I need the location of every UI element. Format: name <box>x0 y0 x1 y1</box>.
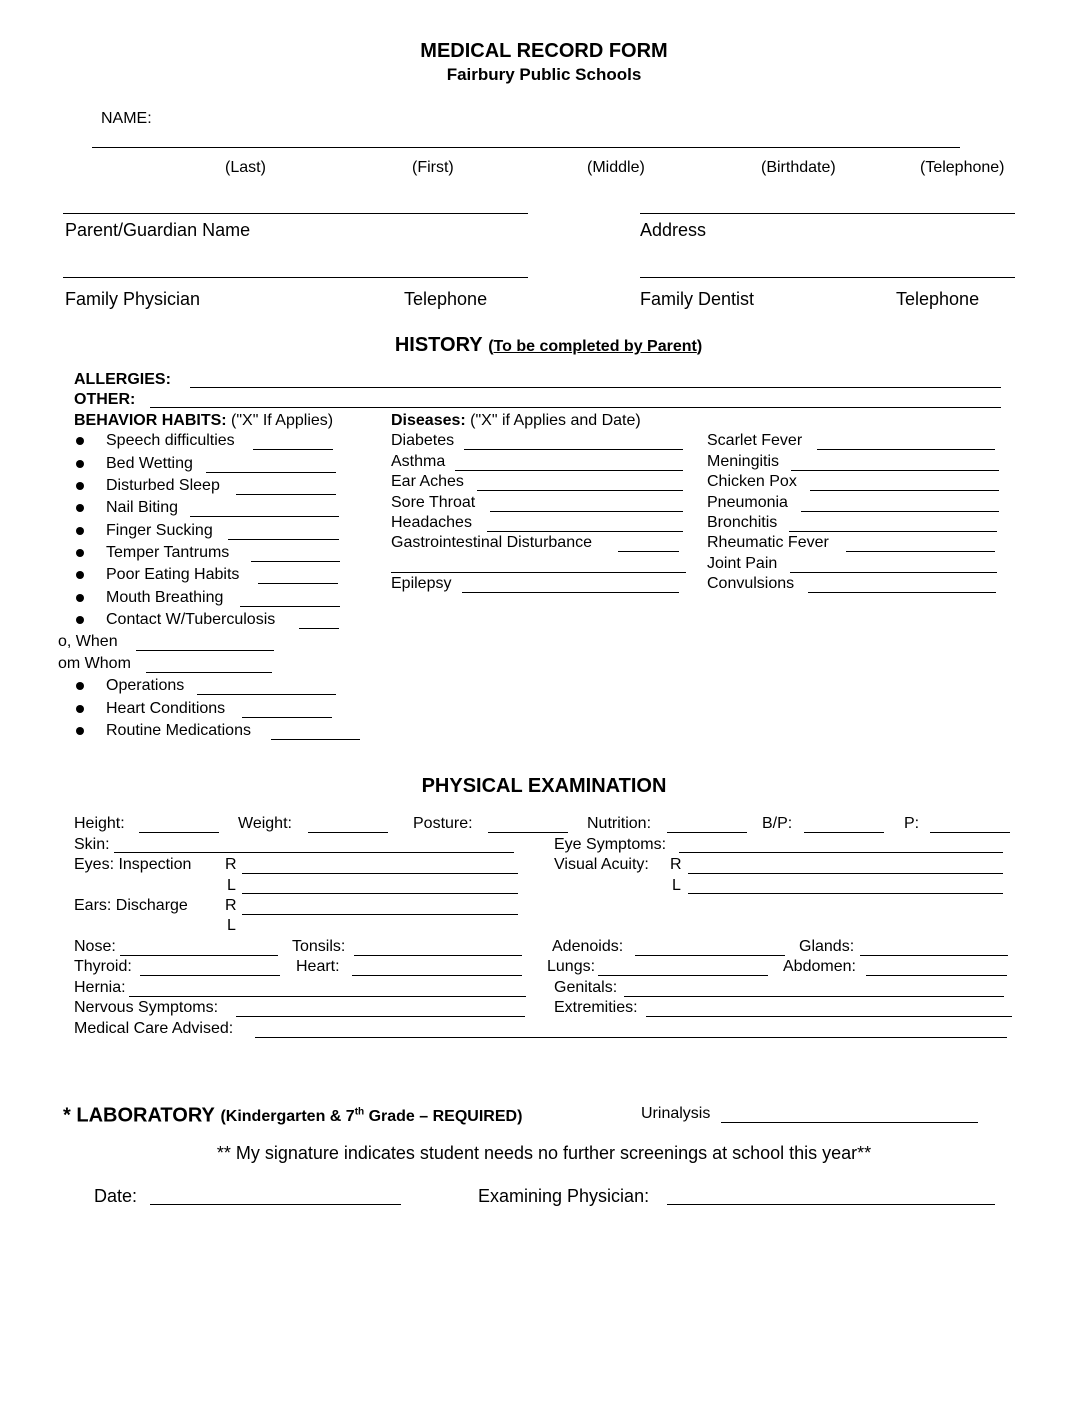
eye-symptoms-label: Eye Symptoms: <box>554 836 667 853</box>
abdomen-label: Abdomen: <box>783 958 856 975</box>
behavior-item: Contact W/Tuberculosis <box>106 611 276 628</box>
disease-item: Bronchitis <box>707 514 778 531</box>
disease-item: Epilepsy <box>391 575 452 592</box>
disease-line[interactable] <box>817 449 995 450</box>
eyes-r-label: R <box>225 856 237 873</box>
adenoids-label: Adenoids: <box>552 938 624 955</box>
disease-line[interactable] <box>487 531 683 532</box>
disease-line[interactable] <box>846 551 995 552</box>
lungs-label: Lungs: <box>547 958 596 975</box>
thyroid-line[interactable] <box>140 975 280 976</box>
bullet <box>76 437 84 445</box>
disease-line[interactable] <box>810 490 999 491</box>
visual-acuity-label: Visual Acuity: <box>554 856 649 873</box>
visual-l-line[interactable] <box>688 893 1003 894</box>
disease-item: Asthma <box>391 453 446 470</box>
address-label: Address <box>640 220 707 240</box>
disease-line[interactable] <box>789 531 997 532</box>
allergies-line[interactable] <box>190 387 1001 388</box>
disease-line[interactable] <box>618 551 679 552</box>
disease-item: Joint Pain <box>707 555 778 572</box>
behavior-line[interactable] <box>271 739 360 740</box>
physician-telephone-label: Telephone <box>404 289 488 309</box>
behavior-item: Mouth Breathing <box>106 589 224 606</box>
posture-line[interactable] <box>488 832 568 833</box>
form-title: MEDICAL RECORD FORM <box>420 40 668 62</box>
disease-line[interactable] <box>455 470 683 471</box>
behavior-item: Disturbed Sleep <box>106 477 220 494</box>
behavior-title: BEHAVIOR HABITS: <box>74 412 227 429</box>
examining-physician-line[interactable] <box>667 1204 995 1205</box>
allergies-label: ALLERGIES: <box>74 371 171 388</box>
diseases-heading <box>391 412 641 430</box>
skin-line[interactable] <box>114 852 514 853</box>
ears-r-label: R <box>225 897 237 914</box>
lab-note-post: Grade – REQUIRED) <box>364 1108 523 1126</box>
disease-item: Convulsions <box>707 575 795 592</box>
nose-line[interactable] <box>120 955 278 956</box>
dentist-label: Family Dentist <box>640 289 755 309</box>
visual-l-label: L <box>672 877 681 894</box>
skin-label: Skin: <box>74 836 110 853</box>
disease-item: Sore Throat <box>391 494 476 511</box>
disease-line[interactable] <box>462 592 679 593</box>
nutrition-label: Nutrition: <box>587 815 652 832</box>
care-line[interactable] <box>255 1037 1007 1038</box>
behavior-line[interactable] <box>206 472 336 473</box>
pulse-label: P: <box>904 815 920 832</box>
disease-item: Rheumatic Fever <box>707 534 829 551</box>
examining-physician-label: Examining Physician: <box>478 1186 650 1206</box>
date-label: Date: <box>94 1186 138 1206</box>
bullet <box>76 482 84 490</box>
lungs-line[interactable] <box>598 975 768 976</box>
bullet <box>76 705 84 713</box>
behavior-line[interactable] <box>240 606 340 607</box>
lab-note-pre: (Kindergarten & 7 <box>220 1108 355 1126</box>
dentist-line[interactable] <box>640 277 1015 278</box>
from-whom-line[interactable] <box>146 672 272 673</box>
name-part-first: (First) <box>412 159 454 176</box>
behavior-line[interactable] <box>197 694 336 695</box>
name-part-birthdate: (Birthdate) <box>761 159 836 176</box>
other-line[interactable] <box>150 407 1001 408</box>
weight-label: Weight: <box>238 815 292 832</box>
other-label: OTHER: <box>74 391 136 408</box>
ears-r-line[interactable] <box>242 914 518 915</box>
hernia-label: Hernia: <box>74 979 126 996</box>
disease-line[interactable] <box>790 572 997 573</box>
lab-title: LABORATORY <box>76 1104 215 1127</box>
bullet <box>76 571 84 579</box>
physician-label: Family Physician <box>65 289 201 309</box>
behavior-line[interactable] <box>299 628 339 629</box>
behavior-item: Finger Sucking <box>106 522 213 539</box>
extremities-line[interactable] <box>646 1016 1012 1017</box>
ears-label: Ears: Discharge <box>74 897 188 914</box>
glands-label: Glands: <box>799 938 855 955</box>
behavior-item: Nail Biting <box>106 499 179 516</box>
exam-heading: PHYSICAL EXAMINATION <box>421 775 667 797</box>
bullet <box>76 727 84 735</box>
visual-r-label: R <box>670 856 682 873</box>
height-line[interactable] <box>139 832 219 833</box>
behavior-item: Operations <box>106 677 185 694</box>
weight-line[interactable] <box>308 832 388 833</box>
hernia-line[interactable] <box>129 996 526 997</box>
bullet <box>76 549 84 557</box>
disease-item: Scarlet Fever <box>707 432 803 449</box>
behavior-line[interactable] <box>190 516 339 517</box>
name-part-middle: (Middle) <box>587 159 645 176</box>
signature-statement: ** My signature indicates student needs no further screenings at school this year** <box>216 1143 872 1163</box>
nutrition-line[interactable] <box>667 832 747 833</box>
if-so-when-line[interactable] <box>136 650 274 651</box>
name-label: NAME: <box>101 110 152 127</box>
history-note: To be completed by Parent <box>493 338 697 355</box>
diseases-title: Diseases: <box>391 412 466 429</box>
disease-line[interactable] <box>490 511 683 512</box>
height-label: Height: <box>74 815 125 832</box>
behavior-line[interactable] <box>228 539 339 540</box>
behavior-item: Routine Medications <box>106 722 251 739</box>
glands-line[interactable] <box>860 955 1008 956</box>
tonsils-label: Tonsils: <box>292 938 346 955</box>
bullet <box>76 527 84 535</box>
nervous-label: Nervous Symptoms: <box>74 999 219 1016</box>
eyes-r-line[interactable] <box>242 873 518 874</box>
name-line[interactable] <box>92 147 960 148</box>
history-heading: HISTORY (To be completed by Parent) <box>394 334 703 356</box>
nose-label: Nose: <box>74 938 116 955</box>
disease-item: Ear Aches <box>391 473 464 490</box>
heart-line[interactable] <box>352 975 522 976</box>
eye-symptoms-line[interactable] <box>679 852 1003 853</box>
extremities-label: Extremities: <box>554 999 638 1016</box>
disease-line[interactable] <box>808 592 996 593</box>
behavior-note: ("X" If Applies) <box>231 412 334 429</box>
genitals-line[interactable] <box>624 996 1004 997</box>
name-part-telephone: (Telephone) <box>920 159 1005 176</box>
thyroid-label: Thyroid: <box>74 958 132 975</box>
if-so-when-label: o, When <box>58 633 118 650</box>
behavior-line[interactable] <box>242 717 332 718</box>
eyes-l-line[interactable] <box>242 893 518 894</box>
disease-item: Meningitis <box>707 453 780 470</box>
visual-r-line[interactable] <box>688 873 1003 874</box>
disease-blank-line[interactable] <box>391 572 686 573</box>
lab-star: * <box>63 1104 71 1127</box>
bullet <box>76 504 84 512</box>
behavior-heading <box>74 412 333 430</box>
bullet <box>76 682 84 690</box>
behavior-item: Bed Wetting <box>106 455 193 472</box>
disease-line[interactable] <box>477 490 683 491</box>
bp-label: B/P: <box>762 815 793 832</box>
behavior-line[interactable] <box>258 583 338 584</box>
disease-item: Diabetes <box>391 432 455 449</box>
posture-label: Posture: <box>413 815 473 832</box>
address-line[interactable] <box>640 213 1015 214</box>
diseases-note: ("X" if Applies and Date) <box>470 412 641 429</box>
bullet <box>76 616 84 624</box>
name-part-last: (Last) <box>225 159 266 176</box>
disease-item: Chicken Pox <box>707 473 797 490</box>
behavior-line[interactable] <box>253 449 333 450</box>
disease-item: Headaches <box>391 514 472 531</box>
behavior-item: Heart Conditions <box>106 700 226 717</box>
pulse-line[interactable] <box>930 832 1010 833</box>
eyes-l-label: L <box>227 877 236 894</box>
behavior-item: Speech difficulties <box>106 432 235 449</box>
urinalysis-line[interactable] <box>721 1122 978 1123</box>
disease-item: Pneumonia <box>707 494 788 511</box>
physician-line[interactable] <box>63 277 528 278</box>
date-line[interactable] <box>150 1204 401 1205</box>
bp-line[interactable] <box>804 832 884 833</box>
adenoids-line[interactable] <box>635 955 785 956</box>
disease-line[interactable] <box>801 511 999 512</box>
disease-line[interactable] <box>464 449 683 450</box>
behavior-line[interactable] <box>251 561 340 562</box>
genitals-label: Genitals: <box>554 979 618 996</box>
eyes-label: Eyes: Inspection <box>74 856 192 873</box>
school-name: Fairbury Public Schools <box>446 65 642 84</box>
lab-note-sup: th <box>354 1107 365 1118</box>
care-label: Medical Care Advised: <box>74 1020 234 1037</box>
from-whom-label: om Whom <box>58 655 131 672</box>
nervous-line[interactable] <box>236 1016 525 1017</box>
history-title: HISTORY <box>394 334 483 356</box>
disease-item: Gastrointestinal Disturbance <box>391 534 592 551</box>
bullet <box>76 594 84 602</box>
tonsils-line[interactable] <box>354 955 522 956</box>
behavior-item: Temper Tantrums <box>106 544 230 561</box>
parent-label: Parent/Guardian Name <box>65 220 251 240</box>
disease-line[interactable] <box>791 470 999 471</box>
laboratory-heading <box>63 1102 522 1128</box>
bullet <box>76 460 84 468</box>
ears-l-label: L <box>227 917 236 934</box>
dentist-telephone-label: Telephone <box>896 289 980 309</box>
heart-label: Heart: <box>296 958 340 975</box>
abdomen-line[interactable] <box>866 975 1007 976</box>
behavior-line[interactable] <box>236 494 336 495</box>
urinalysis-label: Urinalysis <box>641 1105 711 1122</box>
parent-line[interactable] <box>63 213 528 214</box>
behavior-item: Poor Eating Habits <box>106 566 240 583</box>
